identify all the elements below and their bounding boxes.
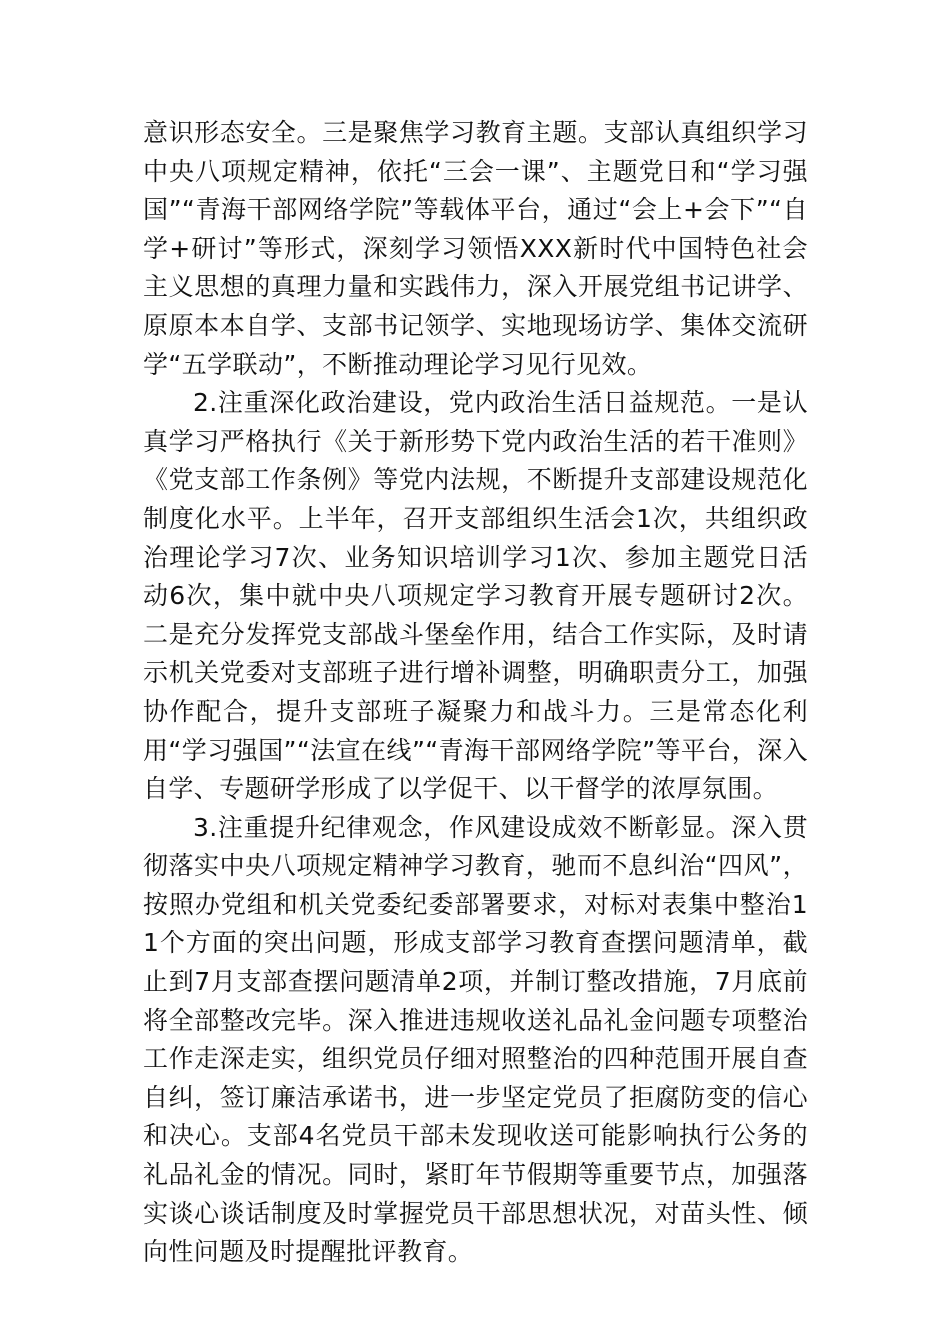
paragraph-discipline-style: 3.注重提升纪律观念，作风建设成效不断彰显。深入贯彻落实中央八项规定精神学习教育，驰而不息纠治“四风”，按照办党组和机关党委纪委部署要求，对标对表集中整治11个方面的突出问题，形成支部学习教育查摆问题清单，截止到7月支部查摆问题清单2项，并制订整改措施，7月底前将全部整改完毕。深入推进违规收送礼品礼金问题专项整治工作走深走实，组织党员仔细对照整治的四种范围开展自查自纠，签订廉洁承诺书，进一步坚定党员了拒腐防变的信心和决心。支部4名党员干部未发现收送可能影响执行公务的礼品礼金的情况。同时，紧盯年节假期等重要节点，加强落实谈心谈话制度及时掌握党员干部思想状况，对苗头性、倾向性问题及时提醒批评教育。 [143, 812, 808, 1267]
document-body [143, 114, 808, 1272]
paragraph-political-building: 2.注重深化政治建设，党内政治生活日益规范。一是认真学习严格执行《关于新形势下党内政治生活的若干准则》《党支部工作条例》等党内法规，不断提升支部建设规范化制度化水平。上半年，召开支部组织生活会1次，共组织政治理论学习7次、业务知识培训学习1次、参加主题党日活动6次，集中就中央八项规定学习教育开展专题研讨2次。二是充分发挥党支部战斗堡垒作用，结合工作实际，及时请示机关党委对支部班子进行增补调整，明确职责分工，加强协作配合，提升支部班子凝聚力和战斗力。三是常态化利用“学习强国”“法宣在线”“青海干部网络学院”等平台，深入自学、专题研学形成了以学促干、以干督学的浓厚氛围。 [143, 388, 808, 804]
paragraph-continuation: 意识形态安全。三是聚焦学习教育主题。支部认真组织学习中央八项规定精神，依托“三会一课”、主题党日和“学习强国”“青海干部网络学院”等载体平台，通过“会上+会下”“自学+研讨”等形式，深刻学习领悟XXX新时代中国特色社会主义思想的真理力量和实践伟力，深入开展党组书记讲学、原原本本自学、支部书记领学、实地现场访学、集体交流研学“五学联动”，不断推动理论学习见行见效。 [143, 118, 808, 379]
